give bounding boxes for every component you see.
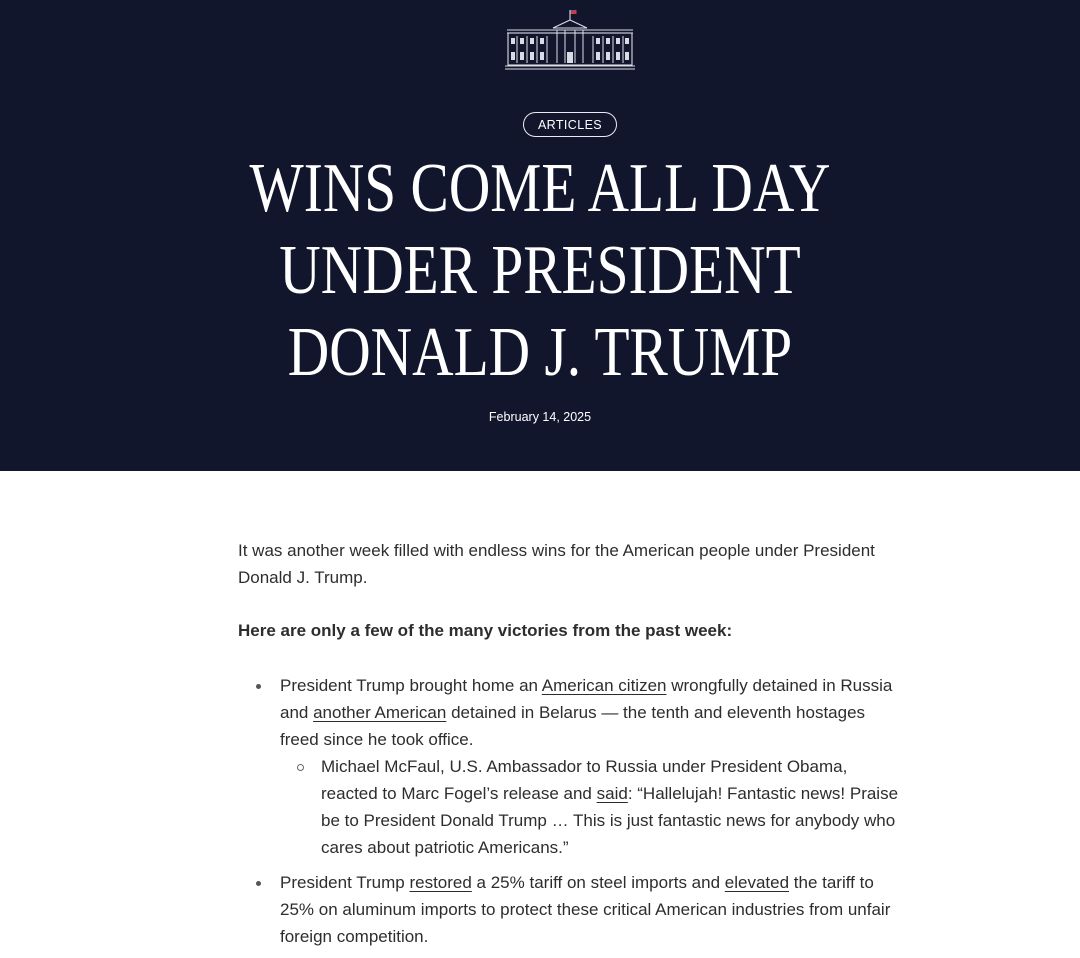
article-body (238, 537, 908, 958)
american-citizen-link[interactable]: American citizen (541, 676, 667, 695)
victories-list (238, 672, 908, 950)
list-item: President Trump restored a 25% tariff on steel imports and elevated the tariff to 25% on aluminum imports to protect these critical American industries from unfair foreign competition. (238, 869, 908, 950)
sub-list (280, 753, 908, 861)
article-header (0, 0, 1080, 471)
elevated-link[interactable]: elevated (724, 873, 790, 892)
sub-list-item: Michael McFaul, U.S. Ambassador to Russia under President Obama, reacted to Marc Fogel’s release and said: “Hallelujah! Fantastic news! Praise be to President Donald Trump … This is just fantastic news for anybody who cares about patriotic Americans.” (280, 753, 908, 861)
title-line-3: DONALD J. TRUMP (287, 314, 793, 391)
another-american-link[interactable]: another American (313, 703, 447, 722)
list-item: President Trump brought home an American citizen wrongfully detained in Russia and another American detained in Belarus — the tenth and eleventh hostages freed since he took office. Michael McFaul, U.S. Ambassador to Russia under President Obama, reacted to Marc Fogel’s release and said: “Hallelujah! Fantastic news! Praise be to President Donald Trump … This is just fantastic news for anybody who cares about patriotic Americans.” (238, 672, 908, 861)
publish-date: February 14, 2025 (488, 410, 592, 424)
title-line-1: WINS COME ALL DAY (249, 150, 831, 227)
lead-paragraph: Here are only a few of the many victories from the past week: (238, 621, 733, 640)
said-link[interactable]: said (596, 784, 628, 803)
page-title (97, 148, 983, 394)
title-line-2: UNDER PRESIDENT (279, 232, 801, 309)
restored-link[interactable]: restored (409, 873, 472, 892)
intro-paragraph: It was another week filled with endless wins for the American people under President Donald J. Trump. (238, 541, 875, 587)
white-house-icon[interactable] (503, 8, 637, 72)
category-pill[interactable]: ARTICLES (523, 112, 617, 137)
